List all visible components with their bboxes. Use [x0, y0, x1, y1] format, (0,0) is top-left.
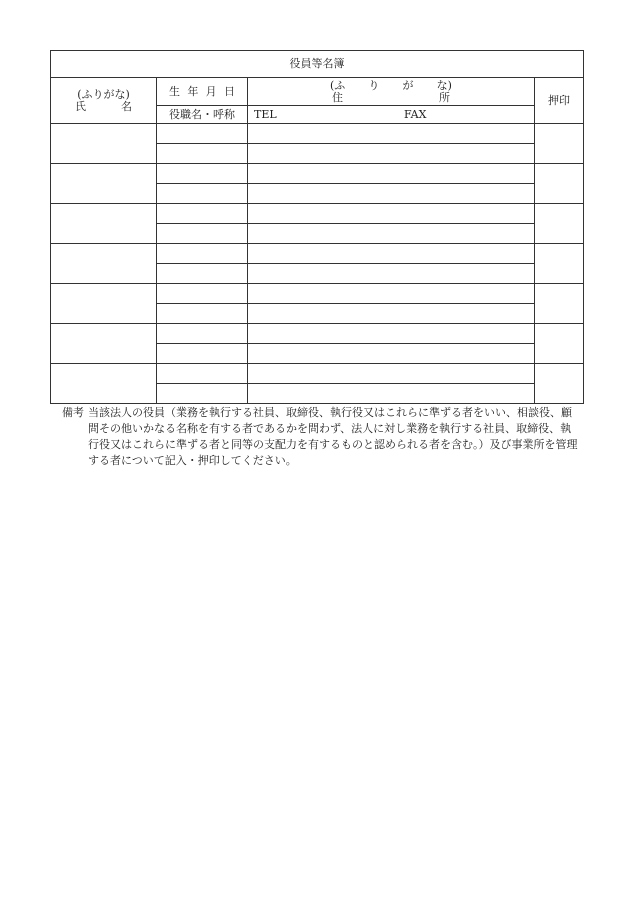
address-cell[interactable]	[248, 164, 535, 184]
address-cell[interactable]	[248, 124, 535, 144]
roster-title: 役員等名簿	[51, 51, 584, 78]
address-cell[interactable]	[248, 364, 535, 384]
position-header: 役職名・呼称	[157, 106, 248, 124]
tel-fax-cell[interactable]	[248, 224, 535, 244]
position-cell[interactable]	[157, 184, 248, 204]
birthdate-cell[interactable]	[157, 324, 248, 344]
remarks-text: 当該法人の役員（業務を執行する社員、取締役、執行役又はこれらに準ずる者をいい、相談役、顧問その他いかなる名称を有する者であるかを問わず、法人に対し業務を執行する社員、取締役、執行役又はこれらに準ずる者と同等の支配力を有するものと認められる者を含む。）及び事業所を管理する者について記入・押印してください。	[88, 406, 578, 467]
birth-char-4: 日	[223, 84, 235, 98]
birth-char-1: 生	[169, 84, 180, 98]
addr-furi-2: り	[368, 78, 380, 92]
addr-label-1: 住	[332, 90, 343, 104]
seal-cell[interactable]	[535, 244, 584, 284]
name-cell[interactable]	[51, 364, 157, 404]
seal-cell[interactable]	[535, 324, 584, 364]
name-label-2: 名	[121, 99, 132, 113]
addr-label-2: 所	[439, 90, 450, 104]
address-cell[interactable]	[248, 204, 535, 224]
position-cell[interactable]	[157, 384, 248, 404]
position-cell[interactable]	[157, 344, 248, 364]
seal-cell[interactable]	[535, 284, 584, 324]
name-cell[interactable]	[51, 164, 157, 204]
tel-fax-cell[interactable]	[248, 264, 535, 284]
name-cell[interactable]	[51, 124, 157, 164]
tel-fax-cell[interactable]	[248, 144, 535, 164]
name-cell[interactable]	[51, 204, 157, 244]
name-label-1: 氏	[75, 99, 86, 113]
name-header	[51, 78, 157, 124]
name-cell[interactable]	[51, 284, 157, 324]
name-cell[interactable]	[51, 244, 157, 284]
birthdate-cell[interactable]	[157, 164, 248, 184]
address-cell[interactable]	[248, 244, 535, 264]
addr-furi-1: (ふ	[330, 78, 346, 92]
position-cell[interactable]	[157, 304, 248, 324]
tel-fax-cell[interactable]	[248, 344, 535, 364]
address-cell[interactable]	[248, 324, 535, 344]
tel-fax-cell[interactable]	[248, 304, 535, 324]
birthdate-cell[interactable]	[157, 124, 248, 144]
addr-furi-4: な)	[436, 78, 452, 92]
birthdate-header	[157, 78, 248, 106]
address-cell[interactable]	[248, 284, 535, 304]
tel-fax-cell[interactable]	[248, 184, 535, 204]
seal-cell[interactable]	[535, 364, 584, 404]
seal-cell[interactable]	[535, 204, 584, 244]
seal-cell[interactable]	[535, 164, 584, 204]
position-cell[interactable]	[157, 264, 248, 284]
name-cell[interactable]	[51, 324, 157, 364]
seal-cell[interactable]	[535, 124, 584, 164]
name-furigana-label: (ふりがな)	[77, 87, 130, 101]
birth-char-2: 年	[187, 84, 199, 98]
fax-label: FAX	[404, 107, 427, 121]
remarks-label: 備考	[62, 406, 84, 419]
position-cell[interactable]	[157, 144, 248, 164]
tel-fax-cell[interactable]	[248, 384, 535, 404]
seal-header: 押印	[535, 78, 584, 124]
remarks-note	[62, 405, 582, 469]
address-header	[248, 78, 535, 106]
birth-char-3: 月	[205, 84, 217, 98]
tel-fax-header	[248, 106, 535, 124]
officer-roster-table	[50, 50, 584, 404]
addr-furi-3: が	[402, 78, 414, 92]
tel-label: TEL	[254, 107, 277, 121]
birthdate-cell[interactable]	[157, 244, 248, 264]
position-cell[interactable]	[157, 224, 248, 244]
birthdate-cell[interactable]	[157, 204, 248, 224]
birthdate-cell[interactable]	[157, 284, 248, 304]
birthdate-cell[interactable]	[157, 364, 248, 384]
